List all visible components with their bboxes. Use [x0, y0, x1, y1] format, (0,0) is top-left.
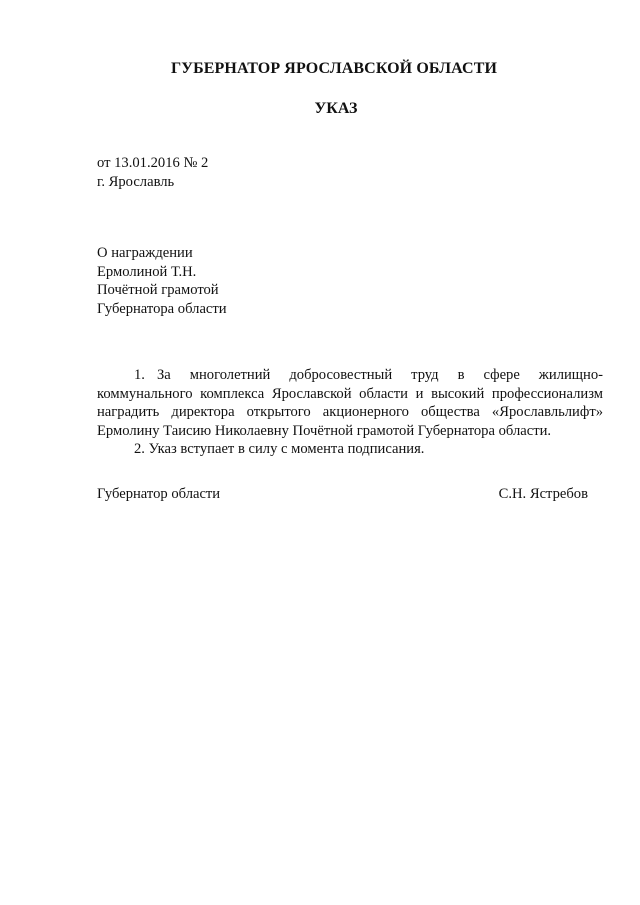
subject-line: Ермолиной Т.Н. — [97, 263, 197, 280]
date-and-number: от 13.01.2016 № 2 — [97, 155, 209, 171]
document-type-title: УКАЗ — [314, 100, 358, 117]
body-paragraph-2: 2. Указ вступает в силу с момента подписания. — [134, 441, 425, 458]
signatory-name: С.Н. Ястребов — [498, 486, 588, 502]
subject-line: Губернатора области — [97, 300, 227, 317]
subject-line: Почётной грамотой — [97, 282, 219, 298]
body-paragraph-1 — [97, 366, 603, 440]
paragraph-number: 1. — [134, 367, 145, 383]
signature-block — [97, 486, 588, 503]
document-body — [97, 366, 603, 459]
document-meta — [97, 154, 208, 192]
document-subject — [97, 244, 227, 318]
issuing-authority-title: ГУБЕРНАТОР ЯРОСЛАВСКОЙ ОБЛАСТИ — [170, 60, 498, 77]
signatory-position: Губернатор области — [97, 486, 221, 502]
paragraph-text: За многолетний добросовестный труд в сфере жилищно-коммунального комплекса Ярославской области и высокий профессионализм наградить директора открытого акционерного общества «Ярославльлифт» Ермолину Таисию Николаевну Почётной грамотой Губернатора области. — [97, 367, 603, 439]
city: г. Ярославль — [97, 174, 175, 190]
subject-line: О награждении — [97, 245, 193, 261]
